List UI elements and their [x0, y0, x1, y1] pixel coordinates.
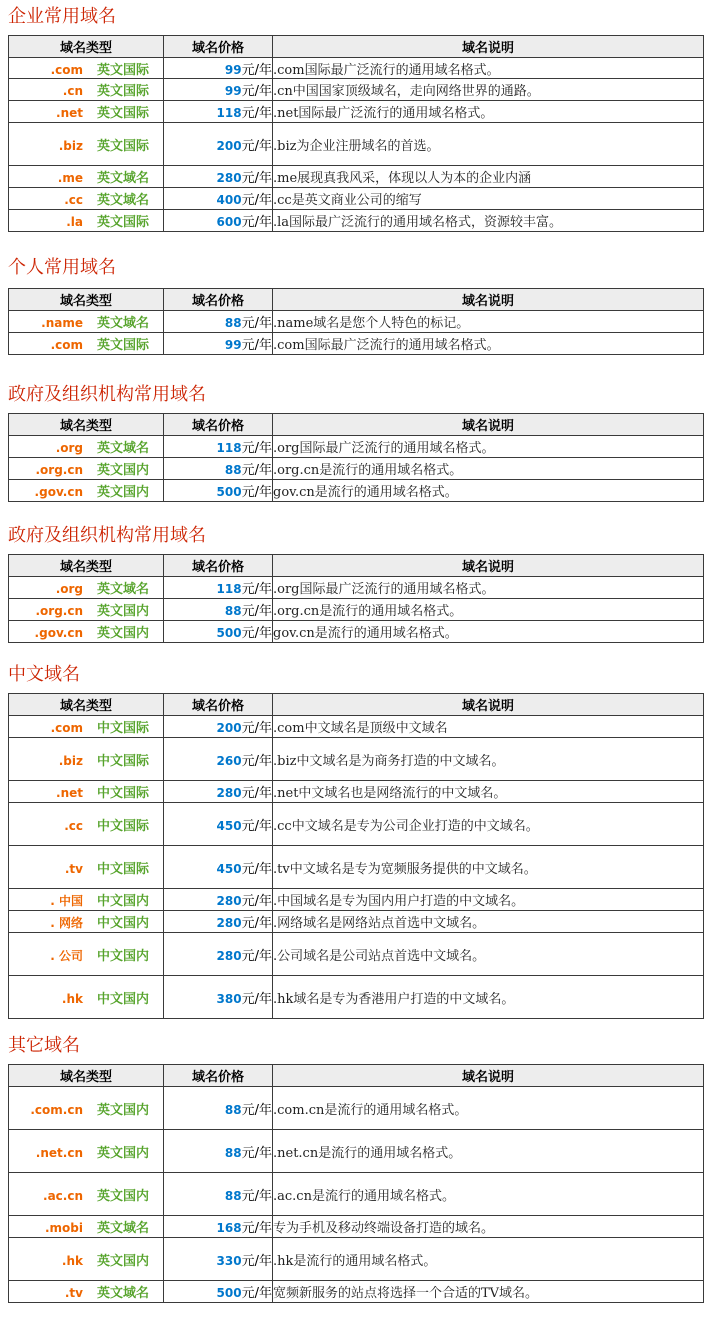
domain-description: .org国际最广泛流行的通用域名格式。: [273, 436, 704, 458]
domain-description: .org国际最广泛流行的通用域名格式。: [273, 577, 704, 599]
domain-category: 英文国际: [97, 84, 150, 99]
price-section: [0, 658, 708, 1007]
domain-price-cell: [164, 1281, 273, 1303]
price-unit: 元/年: [241, 604, 272, 619]
domain-price-table: [8, 35, 704, 232]
price-value: 88: [224, 316, 242, 330]
header-domain-price: 域名价格: [164, 1065, 273, 1087]
domain-type-cell: [9, 79, 164, 101]
domain-extension: .name: [41, 316, 83, 330]
price-section: [0, 378, 708, 500]
domain-category: 中文国际: [97, 818, 150, 834]
domain-category: 英文域名: [97, 1221, 150, 1236]
table-row: [9, 716, 704, 738]
domain-price-cell: [164, 1130, 273, 1173]
table-header-row: [9, 36, 704, 58]
price-value: 330: [216, 1253, 242, 1268]
table-row: [9, 1173, 704, 1216]
price-section: [0, 0, 708, 230]
domain-extension: .tv: [64, 861, 83, 876]
domain-category: 英文国际: [97, 106, 150, 121]
price-value: 88: [224, 463, 242, 477]
domain-extension: .net: [56, 786, 83, 800]
domain-price-cell: [164, 79, 273, 101]
table-row: [9, 738, 704, 781]
domain-category: 英文国内: [97, 626, 150, 641]
domain-price-cell: [164, 188, 273, 210]
price-value: 400: [216, 193, 242, 207]
price-unit: 元/年: [241, 626, 272, 641]
domain-extension: .org.cn: [35, 604, 83, 618]
domain-type-cell: [9, 101, 164, 123]
price-unit: 元/年: [241, 753, 272, 769]
domain-price-cell: [164, 101, 273, 123]
domain-type-cell: [9, 846, 164, 889]
domain-type-cell: [9, 738, 164, 781]
domain-extension: .org: [55, 582, 83, 596]
section-title: 政府及组织机构常用域名: [8, 384, 206, 405]
header-domain-description: 域名说明: [273, 414, 704, 436]
domain-description: .公司域名是公司站点首选中文域名。: [273, 933, 704, 976]
domain-description: .cc中文域名是专为公司企业打造的中文域名。: [273, 803, 704, 846]
table-row: [9, 803, 704, 846]
domain-category: 中文国际: [97, 786, 150, 801]
domain-category: 英文国际: [97, 338, 150, 353]
domain-description: .hk域名是专为香港用户打造的中文域名。: [273, 976, 704, 1019]
table-row: [9, 333, 704, 355]
domain-extension: .la: [66, 215, 83, 229]
domain-extension: .cc: [64, 193, 83, 207]
domain-extension: .org.cn: [35, 463, 83, 477]
domain-type-cell: [9, 781, 164, 803]
domain-type-cell: [9, 480, 164, 502]
price-value: 99: [224, 338, 242, 352]
domain-price-table: [8, 693, 704, 1019]
price-unit: 元/年: [241, 1221, 272, 1236]
table-row: [9, 976, 704, 1019]
domain-extension: .biz: [58, 753, 83, 768]
domain-price-cell: [164, 1173, 273, 1216]
domain-category: 英文域名: [97, 441, 150, 456]
price-value: 200: [216, 721, 242, 735]
domain-category: 英文域名: [97, 316, 150, 331]
price-unit: 元/年: [241, 1188, 272, 1204]
domain-price-table: [8, 413, 704, 502]
header-domain-description: 域名说明: [273, 694, 704, 716]
price-value: 88: [224, 1188, 242, 1203]
price-value: 280: [216, 786, 242, 800]
domain-category: 英文域名: [97, 1286, 150, 1301]
domain-price-cell: [164, 436, 273, 458]
price-value: 380: [216, 991, 242, 1006]
domain-price-table: [8, 554, 704, 643]
table-row: [9, 123, 704, 166]
domain-description: .net国际最广泛流行的通用域名格式。: [273, 101, 704, 123]
domain-extension: .cc: [64, 818, 83, 833]
domain-description: .net中文域名也是网络流行的中文域名。: [273, 781, 704, 803]
price-value: 88: [224, 604, 242, 618]
table-header-row: [9, 414, 704, 436]
price-unit: 元/年: [241, 84, 272, 99]
domain-price-cell: [164, 123, 273, 166]
price-section: [0, 519, 708, 641]
header-domain-price: 域名价格: [164, 289, 273, 311]
table-row: [9, 311, 704, 333]
table-row: [9, 933, 704, 976]
header-domain-price: 域名价格: [164, 36, 273, 58]
table-row: [9, 436, 704, 458]
domain-type-cell: [9, 1087, 164, 1130]
price-value: 168: [216, 1221, 242, 1235]
domain-price-cell: [164, 889, 273, 911]
domain-extension: .com: [50, 721, 83, 735]
domain-price-cell: [164, 458, 273, 480]
domain-extension: . 中国: [50, 894, 83, 908]
header-domain-description: 域名说明: [273, 555, 704, 577]
section-title: 企业常用域名: [8, 6, 116, 27]
domain-description: .com中文域名是顶级中文域名: [273, 716, 704, 738]
domain-description: .biz中文域名是为商务打造的中文域名。: [273, 738, 704, 781]
domain-category: 英文国内: [97, 485, 150, 500]
header-domain-type: 域名类型: [9, 1065, 164, 1087]
domain-extension: . 公司: [50, 948, 83, 963]
domain-extension: . 网络: [50, 916, 83, 930]
price-value: 88: [224, 1102, 242, 1117]
domain-extension: .tv: [64, 1286, 83, 1300]
domain-extension: .hk: [61, 1253, 83, 1268]
price-value: 450: [216, 818, 242, 833]
domain-type-cell: [9, 1173, 164, 1216]
domain-price-cell: [164, 333, 273, 355]
header-domain-type: 域名类型: [9, 694, 164, 716]
table-row: [9, 1238, 704, 1281]
table-row: [9, 58, 704, 79]
domain-description: .com.cn是流行的通用域名格式。: [273, 1087, 704, 1130]
domain-description: .me展现真我风采，体现以人为本的企业内涵: [273, 166, 704, 188]
domain-category: 英文国内: [97, 1102, 150, 1118]
table-header-row: [9, 289, 704, 311]
price-value: 500: [216, 485, 242, 499]
price-value: 280: [216, 916, 242, 930]
table-row: [9, 166, 704, 188]
domain-extension: .mobi: [44, 1221, 83, 1235]
price-unit: 元/年: [241, 721, 272, 736]
domain-extension: .biz: [58, 138, 83, 153]
price-unit: 元/年: [241, 1286, 272, 1301]
price-value: 260: [216, 753, 242, 768]
domain-description: .org.cn是流行的通用域名格式。: [273, 458, 704, 480]
domain-price-cell: [164, 1238, 273, 1281]
price-unit: 元/年: [241, 1253, 272, 1269]
domain-description: .tv中文域名是专为宽频服务提供的中文域名。: [273, 846, 704, 889]
price-value: 118: [216, 582, 242, 596]
table-row: [9, 889, 704, 911]
domain-category: 中文国内: [97, 916, 150, 931]
domain-description: .name域名是您个人特色的标记。: [273, 311, 704, 333]
price-unit: 元/年: [241, 215, 272, 230]
domain-description: .com国际最广泛流行的通用域名格式。: [273, 58, 704, 79]
header-domain-type: 域名类型: [9, 36, 164, 58]
domain-extension: .ac.cn: [43, 1188, 83, 1203]
domain-category: 中文国际: [97, 861, 150, 877]
price-section: [0, 1029, 708, 1301]
domain-category: 中文国内: [97, 948, 150, 964]
domain-type-cell: [9, 599, 164, 621]
price-value: 500: [216, 1286, 242, 1300]
price-value: 280: [216, 948, 242, 963]
domain-price-cell: [164, 599, 273, 621]
domain-price-cell: [164, 210, 273, 232]
table-row: [9, 621, 704, 643]
domain-description: .la国际最广泛流行的通用域名格式，资源较丰富。: [273, 210, 704, 232]
domain-type-cell: [9, 210, 164, 232]
domain-category: 英文国内: [97, 1188, 150, 1204]
table-row: [9, 188, 704, 210]
domain-description: .中国域名是专为国内用户打造的中文域名。: [273, 889, 704, 911]
domain-type-cell: [9, 1281, 164, 1303]
domain-type-cell: [9, 333, 164, 355]
price-unit: 元/年: [241, 916, 272, 931]
domain-price-cell: [164, 58, 273, 79]
domain-extension: .net.cn: [35, 1145, 83, 1160]
header-domain-price: 域名价格: [164, 414, 273, 436]
domain-price-cell: [164, 480, 273, 502]
domain-description: .cn中国国家顶级域名，走向网络世界的通路。: [273, 79, 704, 101]
domain-type-cell: [9, 458, 164, 480]
price-unit: 元/年: [241, 463, 272, 478]
domain-category: 英文国际: [97, 62, 150, 78]
table-row: [9, 846, 704, 889]
domain-type-cell: [9, 1216, 164, 1238]
domain-extension: .hk: [61, 991, 83, 1006]
table-row: [9, 1216, 704, 1238]
table-row: [9, 1130, 704, 1173]
price-value: 280: [216, 894, 242, 908]
table-header-row: [9, 555, 704, 577]
price-value: 500: [216, 626, 242, 640]
domain-extension: .me: [57, 171, 83, 185]
price-unit: 元/年: [241, 861, 272, 877]
domain-category: 中文国际: [97, 753, 150, 769]
domain-type-cell: [9, 716, 164, 738]
domain-type-cell: [9, 436, 164, 458]
domain-description: .org.cn是流行的通用域名格式。: [273, 599, 704, 621]
price-value: 280: [216, 171, 242, 185]
domain-extension: .gov.cn: [34, 485, 83, 499]
table-row: [9, 458, 704, 480]
price-unit: 元/年: [241, 894, 272, 909]
section-title: 政府及组织机构常用域名: [8, 525, 206, 546]
domain-description: gov.cn是流行的通用域名格式。: [273, 621, 704, 643]
domain-price-table: [8, 1064, 704, 1303]
header-domain-description: 域名说明: [273, 1065, 704, 1087]
domain-type-cell: [9, 911, 164, 933]
domain-type-cell: [9, 1130, 164, 1173]
domain-price-cell: [164, 1087, 273, 1130]
section-title: 其它域名: [8, 1035, 80, 1056]
domain-category: 英文国内: [97, 1145, 150, 1161]
domain-price-cell: [164, 1216, 273, 1238]
domain-category: 英文国内: [97, 1253, 150, 1269]
price-unit: 元/年: [241, 582, 272, 597]
price-unit: 元/年: [241, 171, 272, 186]
domain-price-cell: [164, 311, 273, 333]
section-title: 个人常用域名: [8, 257, 116, 278]
domain-type-cell: [9, 577, 164, 599]
domain-type-cell: [9, 166, 164, 188]
domain-price-cell: [164, 976, 273, 1019]
domain-description: .biz为企业注册域名的首选。: [273, 123, 704, 166]
domain-category: 英文国际: [97, 138, 150, 154]
domain-price-cell: [164, 911, 273, 933]
domain-extension: .gov.cn: [34, 626, 83, 640]
header-domain-price: 域名价格: [164, 694, 273, 716]
domain-type-cell: [9, 58, 164, 79]
domain-description: .com国际最广泛流行的通用域名格式。: [273, 333, 704, 355]
price-value: 118: [216, 441, 242, 455]
domain-price-cell: [164, 846, 273, 889]
domain-description: .net.cn是流行的通用域名格式。: [273, 1130, 704, 1173]
header-domain-type: 域名类型: [9, 414, 164, 436]
domain-extension: .net: [56, 106, 83, 120]
header-domain-type: 域名类型: [9, 289, 164, 311]
price-unit: 元/年: [241, 948, 272, 964]
domain-type-cell: [9, 976, 164, 1019]
price-unit: 元/年: [241, 138, 272, 154]
table-row: [9, 599, 704, 621]
price-unit: 元/年: [241, 991, 272, 1007]
domain-description: 宽频新服务的站点将选择一个合适的TV域名。: [273, 1281, 704, 1303]
domain-extension: .org: [55, 441, 83, 455]
domain-extension: .com: [50, 338, 83, 352]
price-unit: 元/年: [241, 1145, 272, 1161]
domain-extension: .cn: [62, 84, 83, 98]
header-domain-description: 域名说明: [273, 36, 704, 58]
domain-type-cell: [9, 889, 164, 911]
table-row: [9, 101, 704, 123]
domain-description: gov.cn是流行的通用域名格式。: [273, 480, 704, 502]
price-unit: 元/年: [241, 1102, 272, 1118]
domain-price-cell: [164, 621, 273, 643]
price-unit: 元/年: [241, 818, 272, 834]
domain-extension: .com: [50, 62, 83, 77]
table-row: [9, 577, 704, 599]
domain-price-cell: [164, 781, 273, 803]
domain-type-cell: [9, 311, 164, 333]
domain-category: 英文国内: [97, 463, 150, 478]
header-domain-type: 域名类型: [9, 555, 164, 577]
domain-category: 英文国内: [97, 604, 150, 619]
domain-category: 中文国内: [97, 894, 150, 909]
table-row: [9, 480, 704, 502]
domain-category: 英文国际: [97, 215, 150, 230]
domain-extension: .com.cn: [30, 1102, 83, 1117]
domain-category: 英文域名: [97, 171, 150, 186]
domain-category: 英文域名: [97, 582, 150, 597]
price-value: 88: [224, 1145, 242, 1160]
domain-category: 中文国内: [97, 991, 150, 1007]
price-unit: 元/年: [241, 485, 272, 500]
price-value: 99: [224, 84, 242, 98]
domain-price-table: [8, 288, 704, 355]
domain-type-cell: [9, 1238, 164, 1281]
table-header-row: [9, 694, 704, 716]
price-unit: 元/年: [241, 441, 272, 456]
price-unit: 元/年: [241, 786, 272, 801]
price-value: 600: [216, 215, 242, 229]
domain-price-cell: [164, 166, 273, 188]
table-row: [9, 1087, 704, 1130]
domain-description: .ac.cn是流行的通用域名格式。: [273, 1173, 704, 1216]
table-row: [9, 911, 704, 933]
domain-price-cell: [164, 716, 273, 738]
price-unit: 元/年: [241, 193, 272, 208]
domain-price-cell: [164, 577, 273, 599]
domain-price-cell: [164, 933, 273, 976]
price-unit: 元/年: [241, 338, 272, 353]
table-row: [9, 781, 704, 803]
table-row: [9, 210, 704, 232]
header-domain-price: 域名价格: [164, 555, 273, 577]
price-section: [0, 251, 708, 353]
domain-type-cell: [9, 621, 164, 643]
domain-type-cell: [9, 188, 164, 210]
section-title: 中文域名: [8, 664, 80, 685]
price-unit: 元/年: [241, 62, 272, 78]
domain-type-cell: [9, 123, 164, 166]
domain-description: 专为手机及移动终端设备打造的域名。: [273, 1216, 704, 1238]
domain-price-cell: [164, 738, 273, 781]
table-row: [9, 79, 704, 101]
price-unit: 元/年: [241, 106, 272, 121]
domain-price-cell: [164, 803, 273, 846]
table-row: [9, 1281, 704, 1303]
header-domain-description: 域名说明: [273, 289, 704, 311]
price-value: 450: [216, 861, 242, 876]
price-value: 200: [216, 138, 242, 153]
domain-description: .网络域名是网络站点首选中文域名。: [273, 911, 704, 933]
domain-type-cell: [9, 933, 164, 976]
price-value: 118: [216, 106, 242, 120]
table-header-row: [9, 1065, 704, 1087]
domain-description: .hk是流行的通用域名格式。: [273, 1238, 704, 1281]
price-unit: 元/年: [241, 316, 272, 331]
domain-type-cell: [9, 803, 164, 846]
domain-category: 中文国际: [97, 721, 150, 736]
domain-description: .cc是英文商业公司的缩写: [273, 188, 704, 210]
domain-category: 英文域名: [97, 193, 150, 208]
price-value: 99: [224, 62, 242, 77]
